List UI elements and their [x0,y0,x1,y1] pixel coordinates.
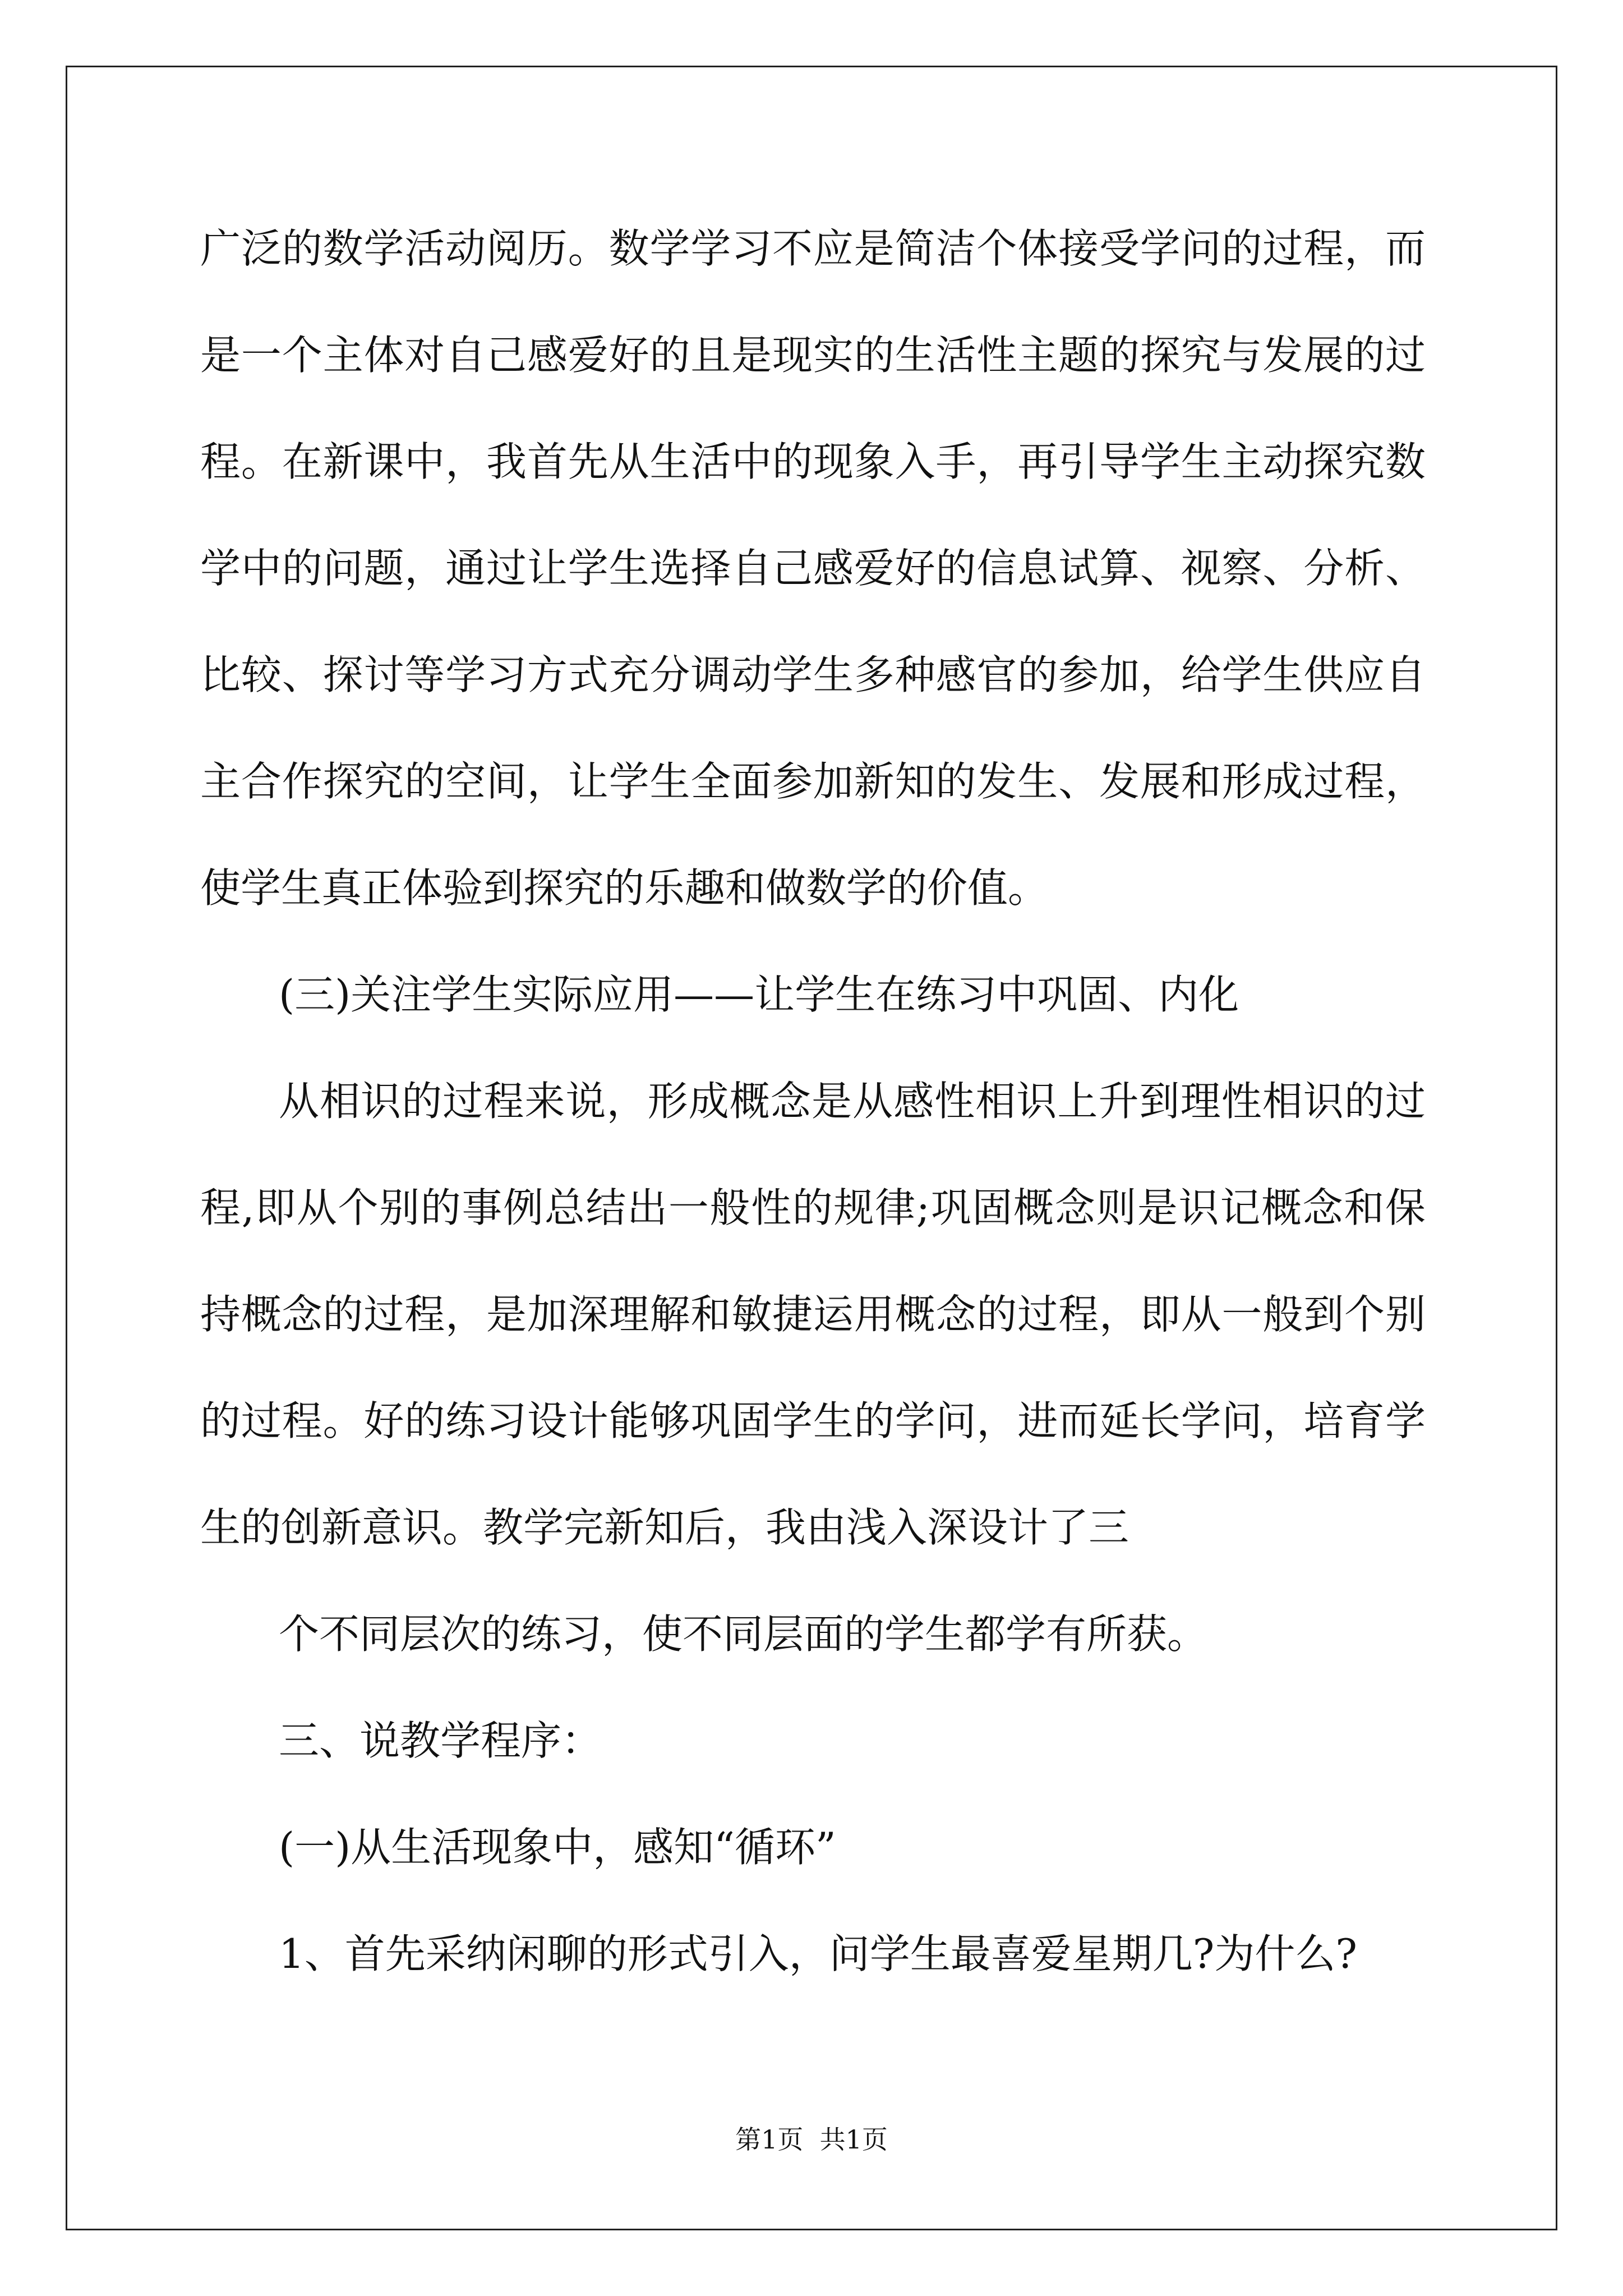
text-line: 从相识的过程来说，形成概念是从感性相识上升到理性相识的过 [279,1078,1426,1125]
text-line: 比较、探讨等学习方式充分调动学生多种感官的参加，给学生供应自 [200,651,1426,698]
text-line: 个不同层次的练习，使不同层面的学生都学有所获。 [279,1611,1208,1658]
text-line: 的过程。好的练习设计能够巩固学生的学问，进而延长学问，培育学 [200,1397,1426,1444]
text-line: 使学生真正体验到探究的乐趣和做数学的价值。 [200,864,1049,912]
list-item: 1、首先采纳闲聊的形式引入，问学生最喜爱星期几?为什么? [279,1930,1358,1977]
page-footer: 第1页 共1页 [735,2124,888,2155]
text-line: 程,即从个别的事例总结出一般性的规律;巩固概念则是识记概念和保 [200,1184,1426,1231]
text-line: 生的创新意识。教学完新知后，我由浅入深设计了三 [200,1504,1129,1551]
section-heading: (三)关注学生实际应用——让学生在练习中巩固、内化 [279,971,1239,1018]
text-line: 学中的问题，通过让学生选择自己感爱好的信息试算、视察、分析、 [200,545,1426,592]
text-line: 是一个主体对自己感爱好的且是现实的生活性主题的探究与发展的过 [200,332,1426,379]
text-line: 主合作探究的空间，让学生全面参加新知的发生、发展和形成过程， [200,758,1426,805]
document-body [200,195,1426,2007]
text-line: 持概念的过程，是加深理解和敏捷运用概念的过程，即从一般到个别 [200,1291,1426,1338]
section-heading: (一)从生活现象中，感知“循环” [279,1824,836,1871]
text-line: 广泛的数学活动阅历。数学学习不应是简洁个体接受学问的过程，而 [200,225,1426,272]
text-line: 程。在新课中，我首先从生活中的现象入手，再引导学生主动探究数 [200,438,1426,485]
section-heading: 三、说教学程序： [279,1717,602,1764]
